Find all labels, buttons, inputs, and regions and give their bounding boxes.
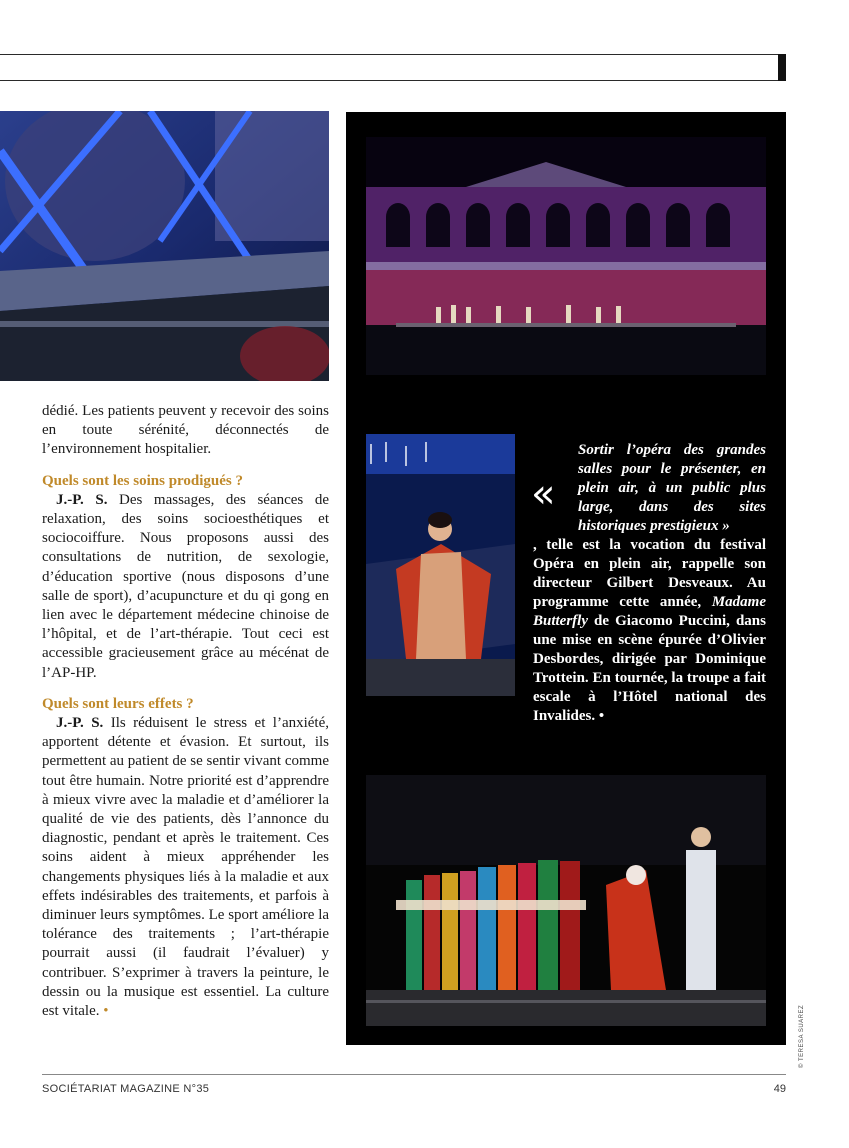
festival-description (533, 441, 766, 726)
end-mark: • (595, 708, 605, 724)
magazine-issue: SOCIÉTARIAT MAGAZINE N°35 (42, 1083, 210, 1095)
answer-effets-text: Ils réduisent le stress et l’anxiété, apportent détente et évasion. Et surtout, ils permettent au patient de se sentir vivant comme tout être humain. Notre priorité est d’apprendre à mieux vivre avec la maladie et d’améliorer la qualité de vie des patients, dès l’annonce du diagnostic, pendant et après le traitement. Ces soins aident à mieux appréhender les changements physiques liés à la maladie et aux effets indésirables des traitements, et parfois à diminuer leurs symptômes. Le sport améliore la tolérance des traitements ; l’art-thérapie pourrait aussi (il faudrait l’évaluer) y contribuer. S’exprimer à travers la peinture, le dessin ou la musique est essentiel. La culture est vitale. (42, 715, 330, 1020)
footer-rule (42, 1074, 786, 1075)
answer-effets (42, 714, 329, 1021)
invalides-facade-photo (366, 137, 766, 375)
director-quote: Sortir l’opéra des grandes salles pour le présenter, en plein air, à un public plus large, dans des sites historiques prestigieux » (578, 442, 766, 534)
quote-open-glyph: « (531, 471, 556, 517)
singer-in-kimono-photo (366, 434, 515, 696)
question-soins: Quels sont les soins prodigués ? (42, 472, 244, 489)
header-band (0, 55, 786, 81)
opera-cast-photo (366, 775, 766, 1026)
description-text-b: de Giacomo Puccini, dans une mise en scène épurée d’Olivier Desbordes, dirigée par Dominique Trottein. En tournée, la troupe a fait escale à l’Hôtel national des Invalides. (533, 613, 766, 724)
end-mark: • (99, 1003, 109, 1020)
speaker-initials: J.-P. S. (56, 491, 108, 508)
speaker-initials: J.-P. S. (56, 715, 104, 732)
photo-credit: © TERESA SUAREZ (799, 1004, 805, 1068)
paragraph-intro: dédié. Les patients peuvent y recevoir des soins en toute sérénité, déconnectés de l’environnement hospitalier. (42, 403, 329, 458)
question-effets: Quels sont leurs effets ? (42, 695, 194, 712)
description-text-a: , telle est la vocation du festival Opéra en plein air, rappelle son directeur Gilbert Desveaux. Au programme cette année, (533, 537, 766, 610)
opera-title: Madame Butterfly (533, 594, 766, 629)
header-marker (778, 54, 786, 81)
stage-structure-photo (0, 111, 329, 381)
page-number: 49 (773, 1083, 786, 1095)
answer-soins-text: Des massages, des séances de relaxation, des soins socioesthétiques et sociocoiffure. Nous proposons aussi des consultations de nutrition, de sexologie, d’éducation sportive (nous disposons d’une salle de sport), d’acupuncture et du qi gong en lien avec le département médecine chinoise de l’hôpital, et de l’art-thérapie. Tout ceci est accessible gracieusement grâce au mécénat de l’AP-HP. (42, 491, 329, 681)
interview-column (42, 402, 329, 1021)
answer-soins (42, 491, 329, 683)
